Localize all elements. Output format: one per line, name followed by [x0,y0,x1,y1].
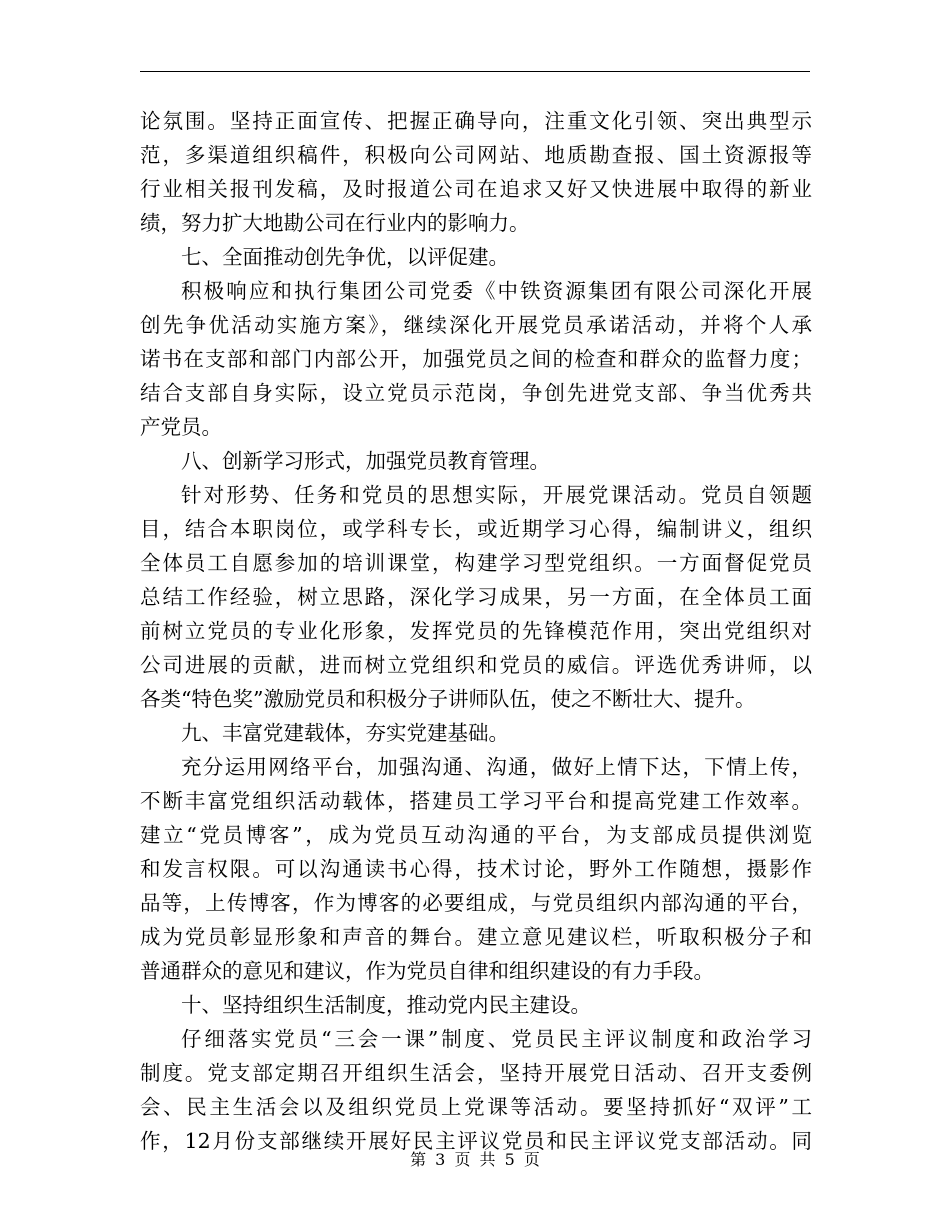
text-line: 充分运用网络平台，加强沟通、沟通，做好上情下达，下情上传， [181,755,812,779]
section-heading: 七、全面推动创先争优，以评促建。 [181,245,509,269]
text-line: 总结工作经验，树立思路，深化学习成果，另一方面，在全体员工面 [140,585,812,609]
text-line: 诺书在支部和部门内部公开，加强党员之间的检查和群众的监督力度； [140,347,812,371]
page-footer: 第 3 页 共 5 页 [410,1150,540,1169]
text-line: 产党员。 [140,415,222,439]
text-line: 范，多渠道组织稿件，积极向公司网站、地质勘查报、国土资源报等 [140,143,812,167]
text-line: 作，12月份支部继续开展好民主评议党员和民主评议党支部活动。同 [140,1129,812,1153]
document-body [140,104,812,1158]
text-line: 结合支部自身实际，设立党员示范岗，争创先进党支部、争当优秀共 [140,381,812,405]
section-heading: 十、坚持组织生活制度，推动党内民主建设。 [181,993,591,1017]
text-line: 不断丰富党组织活动载体，搭建员工学习平台和提高党建工作效率。 [140,789,812,813]
section-heading: 九、丰富党建载体，夯实党建基础。 [181,721,509,745]
text-line: 成为党员彰显形象和声音的舞台。建立意见建议栏，听取积极分子和 [140,925,812,949]
section-heading: 八、创新学习形式，加强党员教育管理。 [181,449,550,473]
text-line: 目，结合本职岗位，或学科专长，或近期学习心得，编制讲义，组织 [140,517,812,541]
text-line: 建立“党员博客”，成为党员互动沟通的平台，为支部成员提供浏览 [140,823,812,847]
text-line: 会、民主生活会以及组织党员上党课等活动。要坚持抓好“双评”工 [140,1095,812,1119]
text-line: 积极响应和执行集团公司党委《中铁资源集团有限公司深化开展 [181,279,812,303]
text-line: 普通群众的意见和建议，作为党员自律和组织建设的有力手段。 [140,959,714,983]
text-line: 针对形势、任务和党员的思想实际，开展党课活动。党员自领题 [181,483,812,507]
text-line: 制度。党支部定期召开组织生活会，坚持开展党日活动、召开支委例 [140,1061,812,1085]
text-line: 前树立党员的专业化形象，发挥党员的先锋模范作用，突出党组织对 [140,619,812,643]
text-line: 绩，努力扩大地勘公司在行业内的影响力。 [140,211,530,235]
text-line: 行业相关报刊发稿，及时报道公司在追求又好又快进展中取得的新业 [140,177,812,201]
text-line: 品等，上传博客，作为博客的必要组成，与党员组织内部沟通的平台， [140,891,812,915]
text-line: 创先争优活动实施方案》，继续深化开展党员承诺活动，并将个人承 [140,313,812,337]
text-line: 全体员工自愿参加的培训课堂，构建学习型党组织。一方面督促党员 [140,551,812,575]
text-line: 仔细落实党员“三会一课”制度、党员民主评议制度和政治学习 [181,1027,812,1051]
text-line: 论氛围。坚持正面宣传、把握正确导向，注重文化引领、突出典型示 [140,109,812,133]
text-line: 和发言权限。可以沟通读书心得，技术讨论，野外工作随想，摄影作 [140,857,812,881]
text-line: 公司进展的贡献，进而树立党组织和党员的威信。评选优秀讲师，以 [140,653,812,677]
header-rule [140,71,810,72]
text-line: 各类“特色奖”激励党员和积极分子讲师队伍，使之不断壮大、提升。 [140,687,756,711]
